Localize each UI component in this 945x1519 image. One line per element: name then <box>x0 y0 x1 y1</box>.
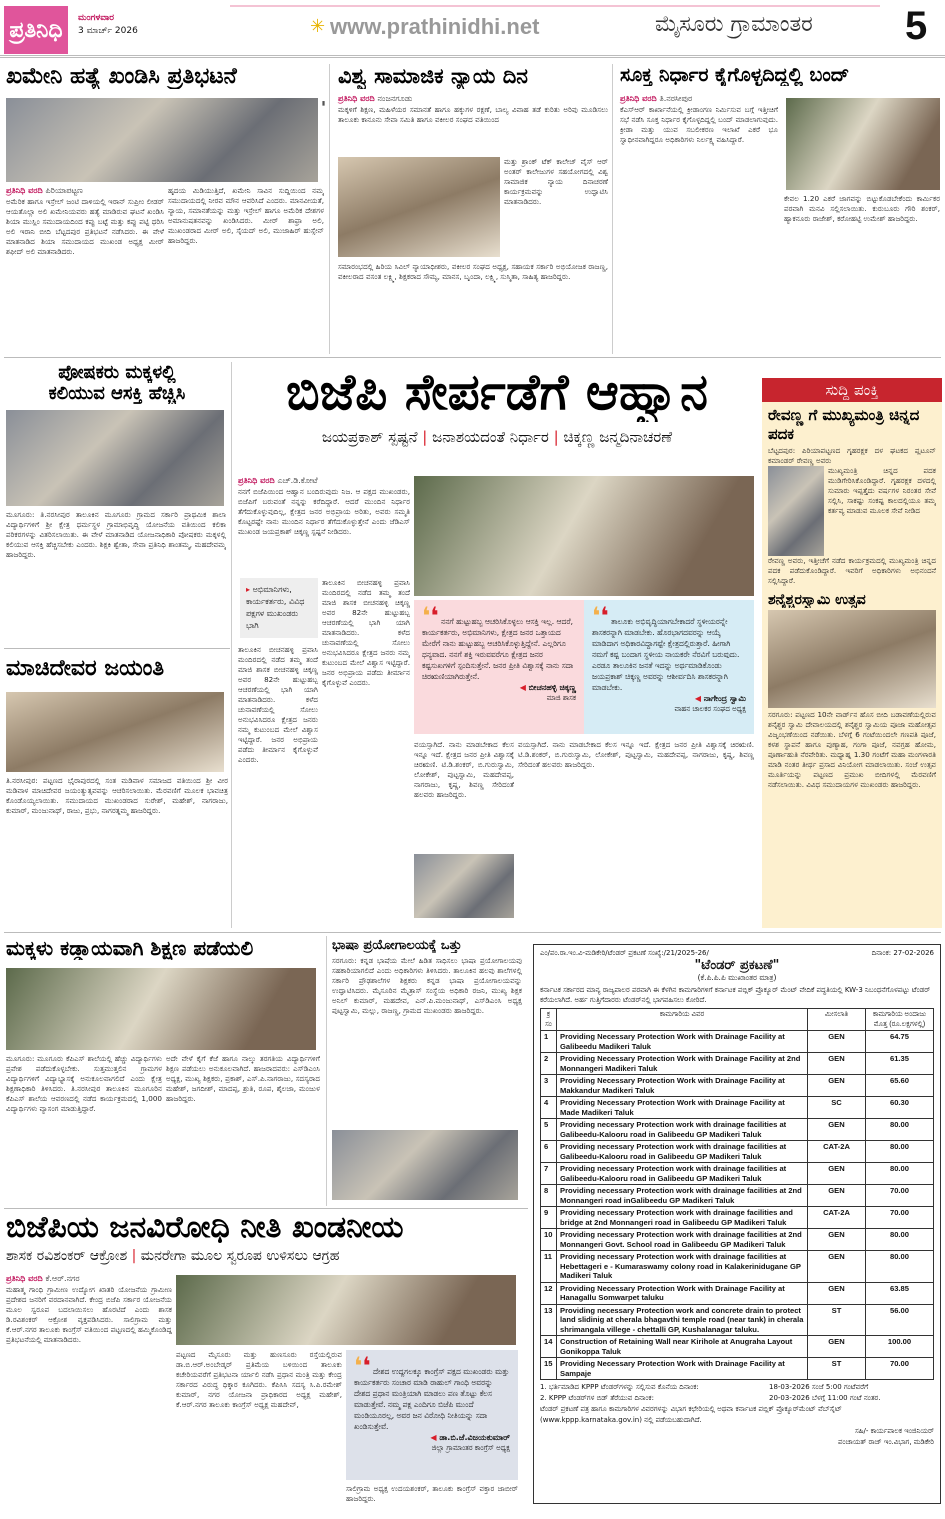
masthead-rule <box>230 5 880 7</box>
column-divider <box>329 64 330 354</box>
tender-row <box>541 1304 934 1336</box>
masthead <box>0 0 945 58</box>
tender-cell-amt: 70.00 <box>866 1358 934 1380</box>
tender-cell-no: 10 <box>541 1229 557 1251</box>
tender-row <box>541 1075 934 1097</box>
sidebar-headline-2[interactable]: ಶನೈಶ್ಚರಸ್ವಾಮಿ ಉತ್ಸವ <box>768 592 866 608</box>
article4-headline[interactable]: ಪೋಷಕರು ಮಕ್ಕಳಲ್ಲಿ ಕಲಿಯುವ ಆಸಕ್ತಿ ಹೆಚ್ಚಿಸಿ <box>48 362 186 404</box>
tender-cell-cat: GEN <box>808 1185 866 1207</box>
tender-footer: ಟೆಂಡರ್ ಪ್ರಕಟಣೆ ಪತ್ರ ಹಾಗೂ ಕಾಮಗಾರಿಗಳ ವಿವರಗಳನ್ನು ವಿಭಾಗ ಕಛೇರಿಯಲ್ಲಿ ಅಥವಾ ಕರ್ನಾಟಕ ಪಬ್ಲಿಕ್ ಪ್ರೊಕ್ಯೂರ್‌ಮೆಂಟ್ ವೆಬ್‌ಸೈಟ್ (www.kppp.karnataka.gov.in) ನಲ್ಲಿ ಪಡೆಯಬಹುದಾಗಿದೆ. <box>540 1405 842 1424</box>
quote-box-nagendra: ❛❛ ತಾಲೂಕು ಅಭಿವೃದ್ಧಿಯಾಗಬೇಕಾದರೆ ಸ್ಥಳೀಯರನ್ನೇ ಶಾಸಕರನ್ನಾಗಿ ಮಾಡಬೇಕು. ಹೊರಭಾಗದವರನ್ನು ಆಯ್ಕೆ ಮಾಡಿದಾಗ ಅಧಿಕಾರವಿದ್ದಾಗಷ್ಟೇ ಕ್ಷೇತ್ರದಲ್ಲಿರುತ್ತಾರೆ. ಹೀಗಾಗಿ ನಮಗೆ ಕಷ್ಟ ಬಂದಾಗ ಸ್ಥಳೀಯ ನಾಯಕರೇ ನೆರವಿಗೆ ಬರುವುದು. ಎರಡೂ ತಾಲೂಕಿನ ಜನತೆ ಇದನ್ನು ಅರ್ಥಮಾಡಿಕೊಂಡು ಜಯಪ್ರಕಾಶ್ ಚಿಕ್ಕಣ್ಣ ಅವರನ್ನು ಆಶೀರ್ವದಿಸಿ ಶಾಸಕರನ್ನಾಗಿ ಮಾಡಬೇಕು. ◀ ನಾಗೇಂದ್ರ ಸ್ವಾಮಿ ವಾಹನ ಚಾಲಕರ ಸಂಘದ ಅಧ್ಯಕ್ಷ <box>584 600 754 734</box>
quote-box-chikkanna: ❛❛ ನನಗೆ ಹುಟ್ಟುಹಬ್ಬ ಆಚರಿಸಿಕೊಳ್ಳಲು ಆಸಕ್ತಿ ಇಲ್ಲ. ಆದರೆ, ಕಾರ್ಯಕರ್ತರು, ಅಭಿಮಾನಿಗಳು, ಕ್ಷೇತ್ರದ ಜನರ ಒತ್ತಾಯದ ಮೇರೆಗೆ ನಾನು ಹುಟ್ಟುಹಬ್ಬ ಆಚರಿಸಿಕೊಳ್ಳುತ್ತಿದ್ದೇನೆ. ಎಲ್ಲರಿಗೂ ಧನ್ಯವಾದ. ನನಗೆ ಶಕ್ತಿ ಇರುವವರೆಗೂ ಕ್ಷೇತ್ರದ ಜನರ ಕಷ್ಟಸುಖಗಳಿಗೆ ಸ್ಪಂದಿಸುತ್ತೇನೆ. ಜನರ ಪ್ರೀತಿ ವಿಶ್ವಾಸಕ್ಕೆ ನಾನು ಸದಾ ಚಿರಋಣಿಯಾಗಿರುತ್ತೇನೆ. ◀ ಬೀಚನಹಳ್ಳಿ ಚಿಕ್ಕಣ್ಣ ಮಾಜಿ ಶಾಸಕ <box>414 600 584 734</box>
event-photo <box>338 157 500 257</box>
main-body-col1: ತಾಲೂಕಿನ ಬೀಚನಹಳ್ಳಿ ಪ್ರವಾಸಿ ಮಂದಿರದಲ್ಲಿ ನಡೆದ ತಮ್ಮ ತಂದೆ ಮಾಜಿ ಶಾಸಕ ಬೀಚನಹಳ್ಳಿ ಚಿಕ್ಕಣ್ಣ ಅವರ 82ನೇ ಹುಟ್ಟುಹಬ್ಬ ಆಚರಣೆಯಲ್ಲಿ ಭಾಗಿ ಯಾಗಿ ಮಾತನಾಡಿದರು. ಕಳೆದ ಚುನಾವಣೆಯಲ್ಲಿ ಸೋಲು ಅನುಭವಿಸಿದರೂ ಕ್ಷೇತ್ರದ ಜನರು ನಮ್ಮ ಕುಟುಂಬದ ಮೇಲೆ ವಿಶ್ವಾಸ ಇಟ್ಟಿದ್ದಾರೆ. ಜನರ ಅಭಿಪ್ರಾಯ ಪಡೆದು ತೀರ್ಮಾನ ಕೈಗೊಳ್ಳುವೆ ಎಂದರು. <box>238 645 318 764</box>
tender-row <box>541 1053 934 1075</box>
tender-row <box>541 1119 934 1141</box>
tender-cell-desc: Providing necessary Protection work with drainage facilities at Galibeedu-Kalooru road in Galibeedu GP Madikeri Taluk <box>557 1119 808 1141</box>
pointer-triangle-icon: ◀ <box>430 1433 437 1442</box>
section-divider <box>4 648 230 649</box>
tender-notes: 1. ಭರ್ತಿಮಾಡಿದ KPPP ಟೆಂಡರ್‌ಗಳನ್ನು ಸಲ್ಲಿಸುವ ಕೊನೆಯ ದಿನಾಂಕ: 18-03-2026 ಸಂಜೆ 5:00 ಗಂಟೆವರೆಗೆ 2. KPPP ಟೆಂಡರ್‌ಗಳ ಬಿಡ್ ತೆರೆಯುವ ದಿನಾಂಕ: 20-03-2026 ಬೆಳಗ್ಗೆ 11:00 ಗಂಟೆ ನಂತರ. ಟೆಂಡರ್ ಪ್ರಕಟಣೆ ಪತ್ರ ಹಾಗೂ ಕಾಮಗಾರಿಗಳ ವಿವರಗಳನ್ನು ವಿಭಾಗ ಕಛೇರಿಯಲ್ಲಿ ಅಥವಾ ಕರ್ನಾಟಕ ಪಬ್ಲಿಕ್ ಪ್ರೊಕ್ಯೂರ್‌ಮೆಂಟ್ ವೆಬ್‌ಸೈಟ್ (www.kppp.karnataka.gov.in) ನಲ್ಲಿ ಪಡೆಯಬಹುದಾಗಿದೆ. ಸಹಿ/- ಕಾರ್ಯಪಾಲಕ ಇಂಜಿನಿಯರ್ ಪಂಚಾಯತ್ ರಾಜ್ ಇಂ.ವಿಭಾಗ, ಮಡಿಕೇರಿ <box>540 1383 934 1446</box>
article8-subheadline: ಶಾಸಕ ರವಿಶಂಕರ್ ಆಕ್ರೋಶ | ಮನರೇಗಾ ಮೂಲ ಸ್ವರೂಪ ಉಳಿಸಲು ಆಗ್ರಹ <box>6 1248 340 1264</box>
article8-byline: ಪ್ರತಿನಿಧಿ ವರದಿ ಕೆ.ಆರ್.ನಗರ <box>6 1274 80 1283</box>
tender-cell-amt: 60.30 <box>866 1097 934 1119</box>
tender-cell-desc: Providing Necessary Protection Work with Drainage Facility at Hanagallu Somwarpet taluku <box>557 1282 808 1304</box>
tender-cell-desc: Providing Necessary Protection Work with Drainage Facility at Made Madikeri Taluk <box>557 1097 808 1119</box>
tender-cell-cat: GEN <box>808 1336 866 1358</box>
tender-cell-no: 6 <box>541 1141 557 1163</box>
tender-cell-no: 14 <box>541 1336 557 1358</box>
article1-byline: ಪ್ರತಿನಿಧಿ ವರದಿ ಪಿರಿಯಾಪಟ್ಟಣ <box>6 186 83 195</box>
tender-cell-cat: CAT-2A <box>808 1141 866 1163</box>
column-divider <box>612 64 613 354</box>
main-headline[interactable]: ಬಿಜೆಪಿ ಸೇರ್ಪಡೆಗೆ ಆಹ್ವಾನ <box>286 363 708 421</box>
tender-cell-cat: CAT-2A <box>808 1207 866 1229</box>
main-body-col3: ವಯಸ್ಸಾಗಿದೆ. ನಾನು ಮಾಡಬೇಕಾದ ಕೆಲಸ ಇನ್ನೂ ಇದೆ. ಕ್ಷೇತ್ರದ ಜನರ ಪ್ರೀತಿ ವಿಶ್ವಾಸಕ್ಕೆ ಚಿರಋಣಿ. ಟಿ.ಡಿ.ಶಂಕರ್, ಬಿ.ಗುರುಸ್ವಾಮಿ, ಲೋಕೇಶ್, ಪುಟ್ಟಸ್ವಾಮಿ, ಮಹದೇವಪ್ಪ, ನಾಗರಾಜು, ಕೃಷ್ಣ, ಶಿವಣ್ಣ ಸೇರಿದಂತೆ ಹಲವರು ಹಾಜರಿದ್ದರು. <box>414 740 514 799</box>
tender-cell-amt: 70.00 <box>866 1185 934 1207</box>
tender-row <box>541 1207 934 1229</box>
article2-byline: ಪ್ರತಿನಿಧಿ ವರದಿ ನಂಜನಗೂಡು <box>338 94 413 103</box>
tender-row <box>541 1141 934 1163</box>
temple-festival-photo <box>768 610 936 708</box>
quote-mark-icon: ❛❛ <box>592 602 609 630</box>
tender-cell-no: 15 <box>541 1358 557 1380</box>
tender-date: ದಿನಾಂಕ: 27-02-2026 <box>871 949 934 957</box>
officer-portrait <box>768 466 824 556</box>
article5-body: ತಿ.ನರಸೀಪುರ: ಪಟ್ಟಣದ ಭೈರಾಪುರದಲ್ಲಿ ಸಂತ ಮಡಿವಾಳ ಸಮಾಜದ ವತಿಯಿಂದ ಶ್ರೀ ವೀರ ಮಡಿವಾಳ ಮಾಚಿದೇವರ ಜಯಂತ್ಯುತ್ಸವವನ್ನು ಆಚರಿಸಲಾಯಿತು. ಮೆರವಣಿಗೆ ಮೂಲಕ ಭಾವಚಿತ್ರ ಕೊಂಡೊಯ್ಯಲಾಯಿತು. ಸಮುದಾಯದ ಮುಖಂಡರಾದ ಸುರೇಶ್, ಮಹೇಶ್, ನಾಗರಾಜು, ಕುಮಾರ್, ಮಂಜುನಾಥ್, ರಾಜು, ಪ್ರಭು, ನಾಗರತ್ನಮ್ಮ ಹಾಜರಿದ್ದರು. <box>6 776 228 815</box>
tender-cell-no: 9 <box>541 1207 557 1229</box>
tender-cell-cat: GEN <box>808 1119 866 1141</box>
cursor-sparkle-icon: ✳ <box>310 16 326 37</box>
article6-body-left: ಮೂಗೂರು: ಮೂಗೂರು ಕೆಪಿಎಸ್ ಶಾಲೆಯಲ್ಲಿ ಹೆಚ್ಚು ವಿದ್ಯಾರ್ಥಿಗಳು ಪ್ರವೇಶ ಪಡೆದುಕೊಳ್ಳಬೇಕು. ಸುತ್ತಮುತ್ತಲಿನ ಗ್ರಾಮಗಳ ವಿದ್ಯಾರ್ಥಿಗಳಿಗೆ ವಿದ್ಯಾಭ್ಯಾಸಕ್ಕೆ ಅನುಕೂಲವಾಗಲಿದೆ ಎಂದು ಕ್ಷೇತ್ರ ಶಿಕ್ಷಣಾಧಿಕಾರಿ ತಿಳಿಸಿದರು. ತಿ.ನರಸೀಪುರ ತಾಲೂಕಿನ ಮೂಗೂರಿನ ಕೆಪಿಎಸ್ ಶಾಲೆಯ ಆವರಣದಲ್ಲಿ ನಡೆದ ಕಾರ್ಯಕ್ರಮದಲ್ಲಿ 1,000 ವಿದ್ಯಾರ್ಥಿಗಳು ವ್ಯಾಸಂಗ ಮಾಡುತ್ತಿದ್ದಾರೆ. <box>6 1054 162 1113</box>
tender-row <box>541 1251 934 1283</box>
procession-photo <box>6 692 224 772</box>
tender-cell-cat: GEN <box>808 1229 866 1251</box>
tender-cell-amt: 56.00 <box>866 1304 934 1336</box>
news-sidebar: ಸುದ್ದಿ ಪಂಕ್ತಿ ರೇವಣ್ಣ ಗೆ ಮುಖ್ಯಮಂತ್ರಿ ಚಿನ್ನದ ಪದಕ ಬೆಟ್ಟದಪುರ: ಪಿರಿಯಾಪಟ್ಟಣದ ಗೃಹರಕ್ಷಕ ದಳ ಘಟಕದ ಪ್ಲಟೂನ್ ಕಮಾಂಡರ್ ರೇವಣ್ಣ ಅವರು ಮುಖ್ಯಮಂತ್ರಿ ಚಿನ್ನದ ಪದಕ ಮುಡಿಗೇರಿಸಿಕೊಂಡಿದ್ದಾರೆ. ಗೃಹರಕ್ಷಕ ದಳದಲ್ಲಿ ಸುಮಾರು ಇಪ್ಪತ್ತೈದು ವರ್ಷಗಳ ನಿರಂತರ ಸೇವೆ ಸಲ್ಲಿಸಿ, ಸಾಕಷ್ಟು ಸಂಕಷ್ಟ ಕಾಲದಲ್ಲಿಯೂ ತಮ್ಮ ಕರ್ತವ್ಯ ಮಾಡುವ ಮೂಲಕ ಸೇವೆ ನೀಡಿದ ರೇವಣ್ಣ ಅವರು, ಇತ್ತೀಚೆಗೆ ನಡೆದ ಕಾರ್ಯಕ್ರಮದಲ್ಲಿ ಮುಖ್ಯಮಂತ್ರಿ ಚಿನ್ನದ ಪದಕ ಪಡೆದುಕೊಂಡಿದ್ದಾರೆ. ಇವರಿಗೆ ಅಧಿಕಾರಿಗಳು ಅಭಿನಂದನೆ ಸಲ್ಲಿಸಿದ್ದಾರೆ. ಶನೈಶ್ಚರಸ್ವಾಮಿ ಉತ್ಸವ ಸರಗೂರು: ಪಟ್ಟಣದ 10ನೇ ವಾರ್ಡ್‌ನ ಹೊಸ ಬೀದಿ ಬಡಾವಣೆಯಲ್ಲಿರುವ ಶನೈಶ್ಚರ ಸ್ವಾಮಿ ದೇವಾಲಯದಲ್ಲಿ ಶನೈಶ್ಚರ ಸ್ವಾಮಿಯ ಪೂಜಾ ಮಹೋತ್ಸವ ವಿಜೃಂಭಣೆಯಿಂದ ನಡೆಯಿತು. ಬೆಳಗ್ಗೆ 6 ಗಂಟೆಯಿಂದಲೇ ಗಣಪತಿ ಪೂಜೆ, ಕಳಶ ಸ್ಥಾಪನೆ ಹಾಗೂ ಪುಣ್ಯಾಹ, ಗಂಗಾ ಪೂಜೆ, ನವಗ್ರಹ ಹೋಮ, ಪೂರ್ಣಾಹುತಿ ನೆರವೇರಿತು. ಮಧ್ಯಾಹ್ನ 1.30 ಗಂಟೆಗೆ ಮಹಾ ಮಂಗಳಾರತಿ ಮಾಡಿ ನಂತರ ತೀರ್ಥ ಪ್ರಸಾದ ವಿನಿಯೋಗ ಮಾಡಲಾಯಿತು. ಸಂಜೆ ಉತ್ಸವ ಮೂರ್ತಿಯನ್ನು ಪಟ್ಟಣದ ಪ್ರಮುಖ ಬೀದಿಗಳಲ್ಲಿ ಮೆರವಣಿಗೆ ನಡೆಸಲಾಯಿತು. ವಿವಿಧ ಸಮುದಾಯಗಳ ಮುಖಂಡರು ಹಾಜರಿದ್ದರು. <box>762 378 942 928</box>
tender-cell-no: 1 <box>541 1031 557 1053</box>
sidebar-headline-1[interactable]: ರೇವಣ್ಣ ಗೆ ಮುಖ್ಯಮಂತ್ರಿ ಚಿನ್ನದ ಪದಕ <box>768 406 920 443</box>
website-link[interactable]: www.prathinidhi.net <box>330 14 540 39</box>
main-intro: ನನಗೆ ಬಿಜೆಪಿಯಿಂದ ಆಹ್ವಾನ ಬಂದಿರುವುದು ನಿಜ. ಆ ಪಕ್ಷದ ಮುಖಂಡರು, ಬಿಜೆಪಿಗೆ ಬರುವಂತೆ ನನ್ನನ್ನು ಕರೆದಿದ್ದಾರೆ. ಆದರೆ ಮುಂದಿನ ನಿರ್ಧಾರ ತೆಗೆದುಕೊಳ್ಳುವುದಿಲ್ಲ, ಕ್ಷೇತ್ರದ ಜನರ ಅಭಿಪ್ರಾಯ ಅರಿತು, ಅವರು ಸಮ್ಮತಿ ಕೊಟ್ಟರಷ್ಟೇ ನಾನು ಮುಂದಿನ ನಿರ್ಧಾರ ತೆಗೆದುಕೊಳ್ಳುತ್ತೇನೆ ಎಂದು ಜೆಡಿಎಸ್ ಮುಖಂಡ ಜಯಪ್ರಕಾಶ್ ಚಿಕ್ಕಣ್ಣ ಸ್ಪಷ್ಟನೆ ನೀಡಿದರು. <box>238 487 410 536</box>
tender-cell-amt: 63.85 <box>866 1282 934 1304</box>
date: 3 ಮಾರ್ಚ್ 2026 <box>78 26 138 36</box>
article8-body-end: ಸಾಲಿಗ್ರಾಮ ಅಧ್ಯಕ್ಷ ಉದಯಶಂಕರ್, ತಾಲೂಕು ಕಾಂಗ್ರೆಸ್ ವಕ್ತಾರ ಜಾಬೀರ್ ಹಾಜರಿದ್ದರು. <box>346 1484 518 1503</box>
tender-row <box>541 1097 934 1119</box>
article2-headline[interactable]: ವಿಶ್ವ ಸಾಮಾಜಿಕ ನ್ಯಾಯ ದಿನ <box>338 64 528 88</box>
tender-cell-cat: ST <box>808 1304 866 1336</box>
congress-rally-photo <box>176 1275 516 1345</box>
main-highlight-box: ▸ ಅಭಿಮಾನಿಗಳು, ಕಾರ್ಯಕರ್ತರು, ವಿವಿಧ ಪಕ್ಷಗಳ ಮುಖಂಡರು ಭಾಗಿ <box>240 578 318 638</box>
newspaper-logo[interactable]: ಪ್ರತಿನಿಧಿ <box>4 6 68 54</box>
tender-signature: ಸಹಿ/- ಕಾರ್ಯಪಾಲಕ ಇಂಜಿನಿಯರ್ <box>855 1427 934 1435</box>
sidebar-label: ಸುದ್ದಿ ಪಂಕ್ತಿ <box>762 378 942 402</box>
weekday: ಮಂಗಳವಾರ <box>78 13 115 23</box>
article3-body: ಕೆಎಸ್ಆರ್ ಕಾರ್ಖಾನೆಯಲ್ಲಿ ಕ್ರೀಡಾಂಗಣ ನಿರ್ಮಿಸುವ ಬಗ್ಗೆ ಇತ್ತೀಚಿಗೆ ಸಭೆ ನಡೆಸಿ ಸೂಕ್ತ ನಿರ್ಧಾರ ಕೈಗೊಳ್ಳದಿದ್ದಲ್ಲಿ ಬಂದ್ ಮಾಡಲಾಗುವುದು. ಕ್ರೀಡಾ ಮತ್ತು ಯುವ ಸಬಲೀಕರಣ ಇಲಾಖೆ ಎಕರೆ ಭೂ ಸ್ವಾಧೀನವಾಗಿದ್ದರೂ ಅಧಿಕಾರಿಗಳು ನಿರ್ಲಕ್ಷ್ಯ ವಹಿಸಿದ್ದಾರೆ. <box>620 105 778 144</box>
tender-cell-desc: Providing necessary Protection work with drainage facilities at Hebettageri e - Kumaraswamy colony road in Kalakerinidugane GP Madikeri Taluk <box>557 1251 808 1283</box>
tender-table: ಕ್ರ ಸಂ ಕಾಮಗಾರಿಯ ವಿವರ ಮೀಸಲಾತಿ ಕಾಮಗಾರಿಯ ಅಂದಾಜು ಮೊತ್ತ (ರೂ.ಲಕ್ಷಗಳಲ್ಲಿ) 1 Providing Necessary Protection Work with Drainage Facility at Galibeedu Madikeri Taluk GEN 64.75 2 Providing Necessary Protection Work with Drainage Facility at 2nd Monnangeri Madikeri Taluk GEN 61.35 3 Providing Necessary Protection Work with Drainage Facility at Makkandur Madikeri Taluk GEN 65.60 4 Providing Necessary Protection Work with Drainage Facility at Made Madikeri Taluk SC 60.30 5 Providing necessary Protection work with drainage facilities at Galibeedu-Kalooru road in Galibeedu GP Madikeri Taluk GEN 80.00 6 Providing necessary Protection work with drainage facilities at Galibeedu-Kalooru road in Galibeedu GP Madikeri Taluk CAT-2A 80.00 7 Providing necessary Protection work with drainage facilities at Galibeedu-Kalooru road in Galibeedu GP Madikeri Taluk GEN 80.00 8 Providing necessary Protection work with drainage facilities at 2nd Monnangeri road inGalibeedu GP Madikeri Taluk GEN 70.00 9 Providing necessary Protection work with drainage facilities and bridge at 2nd Monnangeri road in Galibeedu GP Madikeri Taluk CAT-2A 70.00 10 Providing necessary Protection work with drainage facilities at 2nd Monnangeri Govt. School road in Galibeedu GP Madikeri Taluk GEN 80.00 11 Providing necessary Protection work with drainage facilities at Hebettageri e - Kumaraswamy colony road in Kalakerinidugane GP Madikeri Taluk GEN 80.00 12 Providing Necessary Protection Work with Drainage Facility at Hanagallu Somwarpet taluku GEN 63.85 13 Providing necessary Protection work and concrete drain to protect land slidinig at cherala bhagavthi temple road (near tank) in cherala shrimangala villege - chettalli GP, Kushalanagar taluku. ST 56.00 14 Construction of Retaining Wall near Kirihole at Anugraha Layout Gonikoppa Taluk GEN 100.00 15 Providing Necessary Protection Work with Drainage Facility at Sampaje ST 70.00 <box>540 1008 934 1380</box>
article2-body-bottom: ಸಮಾರಂಭದಲ್ಲಿ ಹಿರಿಯ ಸಿವಿಲ್ ನ್ಯಾಯಾಧೀಶರು, ವಕೀಲರ ಸಂಘದ ಅಧ್ಯಕ್ಷ, ಸಹಾಯಕ ಸರ್ಕಾರಿ ಅಭಿಯೋಜಕ ರಾಜಣ್ಣ, ವಕೀಲರಾದ ವಸಂತ ಲಕ್ಷ್ಮಿ, ಶಿಕ್ಷಕರಾದ ಸೌಮ್ಯ, ಮಾನಸ, ಬೃಂದಾ, ಲಕ್ಷ್ಮಿ, ಸುಸ್ಮಿತಾ, ಸಾಹಿತ್ಯ ಹಾಜರಿದ್ದರು. <box>338 262 608 281</box>
language-lab-photo <box>332 1130 518 1200</box>
photo-credit: ▮ <box>320 100 327 107</box>
article2-body-side: ಮತ್ತು ಶ್ರಾಂಕ್ ಟೆಕ್ ಕಾಲೇಜ್ ವೈಸ್ ಆರ್ ಅಂತರ್ ಕಾಲೇಜುಗಳ ಸಹಯೋಗದಲ್ಲಿ ವಿಶ್ವ ಸಾಮಾಜಿಕ ನ್ಯಾಯ ದಿನಾಚರಣೆ ಕಾರ್ಯಕ್ರಮವನ್ನು ಉದ್ಘಾಟಿಸಿ ಮಾತನಾಡಿದರು. <box>504 157 608 206</box>
tender-cell-desc: Providing necessary Protection work with drainage facilities and bridge at 2nd Monnangeri road in Galibeedu GP Madikeri Taluk <box>557 1207 808 1229</box>
main-body-col2: ತಾಲೂಕಿನ ಬೀಚನಹಳ್ಳಿ ಪ್ರವಾಸಿ ಮಂದಿರದಲ್ಲಿ ನಡೆದ ತಮ್ಮ ತಂದೆ ಮಾಜಿ ಶಾಸಕ ಬೀಚನಹಳ್ಳಿ ಚಿಕ್ಕಣ್ಣ ಅವರ 82ನೇ ಹುಟ್ಟುಹಬ್ಬ ಆಚರಣೆಯಲ್ಲಿ ಭಾಗಿ ಯಾಗಿ ಮಾತನಾಡಿದರು. ಕಳೆದ ಚುನಾವಣೆಯಲ್ಲಿ ಸೋಲು ಅನುಭವಿಸಿದರೂ ಕ್ಷೇತ್ರದ ಜನರು ನಮ್ಮ ಕುಟುಂಬದ ಮೇಲೆ ವಿಶ್ವಾಸ ಇಟ್ಟಿದ್ದಾರೆ. ಜನರ ಅಭಿಪ್ರಾಯ ಪಡೆದು ತೀರ್ಮಾನ ಕೈಗೊಳ್ಳುವೆ ಎಂದರು. <box>322 578 410 687</box>
article6-body-right: ಅದೇ ವೇಳೆ ಕೈಗೆ ಕೆಜೆ ಹಾಗೂ ನಾಲ್ಕು ತರಗತಿಯ ವಿದ್ಯಾರ್ಥಿಗಳಿಗೆ ಶಿಕ್ಷಣ ಪಡೆಯಲು ಅನುಕೂಲವಾಗಿದೆ. ಹಾಜರಾದವರು: ಎಸ್‌ಡಿಎಂಸಿ ಅಧ್ಯಕ್ಷ, ಮುಖ್ಯ ಶಿಕ್ಷಕರು, ಪ್ರಕಾಶ್, ಎಸ್.ಪಿ.ನಾಗರಾಜು, ಸದಸ್ಯರಾದ ಮಹೇಶ್, ಜಗದೀಶ್, ಮಾದಪ್ಪ, ಶ್ರುತಿ, ರೂಪ, ಶೈಲಜಾ, ಮಂಜುಳ ಹಾಜರಿದ್ದರು. <box>166 1054 320 1103</box>
pointer-triangle-icon: ◀ <box>519 683 526 692</box>
tender-subtitle: (ಕೆ.ಪಿ.ಪಿ.ಪಿ ಮುಖಾಂತರ ಮಾತ್ರ) <box>697 973 777 982</box>
tender-intro: ಕರ್ನಾಟಕ ಸರ್ಕಾರದ ಮಾನ್ಯ ರಾಜ್ಯಪಾಲರ ಪರವಾಗಿ ಈ ಕೆಳಗಿನ ಕಾಮಗಾರಿಗಳಿಗೆ ಕರ್ನಾಟಕ ಪಬ್ಲಿಕ್ ಪ್ರೊಕ್ಯೂರ್ ಮೆಂಟ್ ವೇದಿಕೆ ಪದ್ಧತಿಯಲ್ಲಿ KW-3 ನಿಬಂಧನೆಗೊಳಪಟ್ಟು ಟೆಂಡರ್ ಕರೆಯಲಾಗಿದೆ. ಅರ್ಹ ಗುತ್ತಿಗೆದಾರರು ಟೆಂಡರ್‌ನಲ್ಲಿ ಭಾಗವಹಿಸಲು ಕೋರಿದೆ. <box>540 986 931 1004</box>
tender-cell-desc: Construction of Retaining Wall near Kirihole at Anugraha Layout Gonikoppa Taluk <box>557 1336 808 1358</box>
school-photo <box>6 410 224 506</box>
tender-row <box>541 1031 934 1053</box>
main-byline: ಪ್ರತಿನಿಧಿ ವರದಿ ಎಚ್.ಡಿ.ಕೋಟೆ <box>238 476 318 485</box>
article5-headline[interactable]: ಮಾಚಿದೇವರ ಜಯಂತಿ <box>6 656 165 681</box>
tender-cell-no: 12 <box>541 1282 557 1304</box>
tender-cell-no: 3 <box>541 1075 557 1097</box>
tender-cell-no: 2 <box>541 1053 557 1075</box>
article4-body: ಮೂಗೂರು: ತಿ.ನರಸೀಪುರ ತಾಲೂಕಿನ ಮೂಗೂರು ಗ್ರಾಮದ ಸರ್ಕಾರಿ ಪ್ರಾಥಮಿಕ ಶಾಲಾ ವಿದ್ಯಾರ್ಥಿಗಳಿಗೆ ಶ್ರೀ ಕ್ಷೇತ್ರ ಧರ್ಮಸ್ಥಳ ಗ್ರಾಮಾಭಿವೃದ್ಧಿ ಯೋಜನೆಯ ವತಿಯಿಂದ ಕಲಿಕಾ ಪರಿಕರಗಳನ್ನು ವಿತರಿಸಲಾಯಿತು. ಈ ವೇಳೆ ಮಾತನಾಡಿದ ಯೋಜನಾಧಿಕಾರಿ ಪೋಷಕರು ಮಕ್ಕಳಲ್ಲಿ ಕಲಿಯುವ ಆಸಕ್ತಿ ಹೆಚ್ಚಿಸಬೇಕು ಎಂದರು. ಶಿಕ್ಷಕಿ ಶ್ವೇತಾ, ಸೇವಾ ಪ್ರತಿನಿಧಿ ಶಾಂತಮ್ಮ, ಮಹದೇವಮ್ಮ ಹಾಜರಿದ್ದರು. <box>6 510 226 559</box>
tender-cell-desc: Providing necessary Protection work with drainage facilities at Galibeedu-Kalooru road in Galibeedu GP Madikeri Taluk <box>557 1163 808 1185</box>
tender-row <box>541 1336 934 1358</box>
quote-attribution: ◀ ಡಾ.ಬಿ.ಜೆ.ವಿಜಯಕುಮಾರ್ <box>430 1433 510 1442</box>
tender-cell-no: 8 <box>541 1185 557 1207</box>
tender-cell-cat: GEN <box>808 1251 866 1283</box>
row-divider <box>4 1208 528 1209</box>
birthday-celebration-photo <box>414 476 754 596</box>
tender-cell-amt: 80.00 <box>866 1251 934 1283</box>
article7-headline[interactable]: ಭಾಷಾ ಪ್ರಯೋಗಾಲಯಕ್ಕೆ ಒತ್ತು <box>332 938 462 953</box>
tender-title: "ಟೆಂಡರ್ ಪ್ರಕಟಣೆ" <box>694 958 780 973</box>
article1-headline[interactable]: ಖಮೇನಿ ಹತ್ಯೆ ಖಂಡಿಸಿ ಪ್ರತಿಭಟನೆ <box>6 64 237 89</box>
tender-cell-cat: SC <box>808 1097 866 1119</box>
article6-headline[interactable]: ಮಕ್ಕಳು ಕಡ್ಡಾಯವಾಗಿ ಶಿಕ್ಷಣ ಪಡೆಯಲಿ <box>6 936 254 960</box>
column-divider <box>231 362 232 928</box>
page-number: 5 <box>905 4 928 48</box>
tender-cell-desc: Providing necessary Protection work and concrete drain to protect land slidinig at cherala bhagavthi temple road (near tank) in cherala shrimangala villege - chettalli GP, Kushalanagar taluku. <box>557 1304 808 1336</box>
tender-cell-amt: 80.00 <box>866 1119 934 1141</box>
article3-byline: ಪ್ರತಿನಿಧಿ ವರದಿ ತಿ.ನರಸೀಪುರ <box>620 94 693 103</box>
quote-box-vijayakumar: ❛❛ ದೇಶದ ಉದ್ದಗಲಕ್ಕೂ ಕಾಂಗ್ರೆಸ್ ಪಕ್ಷದ ಮುಖಂಡರು ಮತ್ತು ಕಾರ್ಯಕರ್ತರು ಸಂಚಾರ ಮಾಡಿ ರಾಹುಲ್ ಗಾಂಧಿ ಅವರನ್ನು ದೇಶದ ಪ್ರಧಾನ ಮಂತ್ರಿಯಾಗಿ ಮಾಡಲು ಪಣ ತೊಟ್ಟು ಕೆಲಸ ಮಾಡುತ್ತೇವೆ. ನಮ್ಮ ಪಕ್ಷ ಎಂದಿಗೂ ಬಿಜೆಪಿ ಮುಂದೆ ಮಂಡಿಯೂರಲ್ಲ, ಅವರ ಜನ ವಿರೋಧಿ ನೀತಿಯನ್ನು ಸದಾ ಖಂಡಿಸುತ್ತೇವೆ. ◀ ಡಾ.ಬಿ.ಜೆ.ವಿಜಯಕುಮಾರ್ ಜಿಲ್ಲಾ ಗ್ರಾಮಾಂತರ ಕಾಂಗ್ರೆಸ್ ಅಧ್ಯಕ್ಷ <box>346 1350 518 1480</box>
tender-cell-desc: Providing Necessary Protection Work with Drainage Facility at Makkandur Madikeri Taluk <box>557 1075 808 1097</box>
tender-cell-cat: GEN <box>808 1031 866 1053</box>
tender-cell-no: 11 <box>541 1251 557 1283</box>
article7-body: ಸರಗೂರು: ಕನ್ನಡ ಭಾಷೆಯ ಮೇಲೆ ಹಿಡಿತ ಸಾಧಿಸಲು ಭಾಷಾ ಪ್ರಯೋಗಾಲಯವು ಸಹಕಾರಿಯಾಗಲಿದೆ ಎಂದು ಅಧಿಕಾರಿಗಳು ತಿಳಿಸಿದರು. ತಾಲೂಕಿನ ಹಲವು ಶಾಲೆಗಳಲ್ಲಿ ಸರ್ಕಾರಿ ಪ್ರೌಢಶಾಲೆಗಳ ಶಿಕ್ಷಕರು ಕನ್ನಡ ಭಾಷಾ ಪ್ರಯೋಗಾಲಯವನ್ನು ಉದ್ಘಾಟಿಸಿದರು. ಮೈಸೂರಿನ ಮೈತ್ರಾಸ್ ಸಂಸ್ಥೆಯ ಅಧಿಕಾರಿ ರಜನಿ, ಮುಖ್ಯ ಶಿಕ್ಷಕ ಅನಿಲ್ ಕುಮಾರ್, ಮಹದೇವ, ಎನ್.ಪಿ.ಮಂಜುನಾಥ್, ಎಸ್‌ಡಿಎಂಸಿ ಅಧ್ಯಕ್ಷ ಪುಟ್ಟಸ್ವಾಮಿ, ಮಲ್ಲು, ರಾಜಣ್ಣ, ಗ್ರಾಮದ ಮುಖಂಡರು ಹಾಜರಿದ್ದರು. <box>332 956 522 1015</box>
tender-cell-desc: Providing necessary Protection work with drainage facilities at 2nd Monnangeri Govt. School road in Galibeedu GP Madikeri Taluk <box>557 1229 808 1251</box>
tender-cell-no: 13 <box>541 1304 557 1336</box>
tender-cell-desc: Providing Necessary Protection Work with Drainage Facility at Galibeedu Madikeri Taluk <box>557 1031 808 1053</box>
column-divider <box>326 936 327 1206</box>
tender-cell-desc: Providing necessary Protection work with drainage facilities at Galibeedu-Kalooru road in Galibeedu GP Madikeri Taluk <box>557 1141 808 1163</box>
tender-cell-no: 7 <box>541 1163 557 1185</box>
row-divider <box>4 932 941 933</box>
quote-mark-icon: ❛❛ <box>422 602 439 630</box>
edition-name: ಮೈಸೂರು ಗ್ರಾಮಾಂತರ <box>655 12 813 37</box>
school-event-photo <box>6 968 316 1050</box>
quote-attribution: ◀ ಬೀಚನಹಳ್ಳಿ ಚಿಕ್ಕಣ್ಣ <box>519 683 576 692</box>
tender-row <box>541 1185 934 1207</box>
tender-cell-amt: 61.35 <box>866 1053 934 1075</box>
tender-cell-desc: Providing Necessary Protection Work with Drainage Facility at Sampaje <box>557 1358 808 1380</box>
main-subheadline: ಜಯಪ್ರಕಾಶ್ ಸ್ಪಷ್ಟನೆ | ಜನಾಶಯದಂತೆ ನಿರ್ಧಾರ | ಚಿಕ್ಕಣ್ಣ ಜನ್ಮದಿನಾಚರಣೆ <box>321 428 673 446</box>
tender-cell-cat: GEN <box>808 1053 866 1075</box>
article8-headline[interactable]: ಬಿಜೆಪಿಯ ಜನವಿರೋಧಿ ನೀತಿ ಖಂಡನೀಯ <box>6 1210 404 1245</box>
tender-row <box>541 1282 934 1304</box>
tender-cell-amt: 70.00 <box>866 1207 934 1229</box>
tender-cell-amt: 65.60 <box>866 1075 934 1097</box>
pointer-triangle-icon: ◀ <box>694 694 701 703</box>
protest-photo <box>6 98 318 182</box>
tender-row <box>541 1358 934 1380</box>
tender-cell-desc: Providing Necessary Protection Work with Drainage Facility at 2nd Monnangeri Madikeri Taluk <box>557 1053 808 1075</box>
tender-office: ಪಂಚಾಯತ್ ರಾಜ್ ಇಂ.ವಿಭಾಗ, ಮಡಿಕೇರಿ <box>837 1438 934 1446</box>
tender-cell-cat: ST <box>808 1358 866 1380</box>
article1-body-left: ಅಮೆರಿಕ ಹಾಗೂ ಇಸ್ರೇಲ್ ಜಂಟಿ ದಾಳಿಯಲ್ಲಿ ಇರಾನ್ ಸುಪ್ರೀಂ ಲೀಡರ್ ಆಯತೊಲ್ಲಾ ಅಲಿ ಖಮೇನಿಯವರು ಹತ್ಯೆ ಮಾಡಿರುವ ಘಟನೆ ಖಂಡಿಸಿ ಶಿಯಾ ಮುಸ್ಲಿಂ ಸಮುದಾಯದಿಂದ ಕಪ್ಪು ಬಟ್ಟೆ ಮತ್ತು ಕಪ್ಪು ಪಟ್ಟಿ ಧರಿಸಿ ಅಲಿ ಇರಾನಿ ಬೀದಿ ಬೆಟ್ಟದಪುರ ಪ್ರತಿಭಟನೆ ನಡೆಸಿದರು. ಈ ವೇಳೆ ಮಾತನಾಡಿದ ಶಿಯಾ ಸಮುದಾಯದ ಮುಖಂಡ ಅಧ್ಯಕ್ಷ ಮೀರ್ ಶಫೀದ್ ಅಲಿ ಮಾತನಾಡಿದರು. <box>6 197 164 256</box>
article2-body-top: ಮಕ್ಕಳಿಗೆ ಶಿಕ್ಷಣ, ಮಹಿಳೆಯರ ಸಮಾನತೆ ಹಾಗೂ ಹಕ್ಕುಗಳ ರಕ್ಷಣೆ, ಬಾಲ್ಯ ವಿವಾಹ ತಡೆ ಕುರಿತು ಅರಿವು ಮೂಡಿಸಲು ತಾಲೂಕು ಕಾನೂನು ಸೇವಾ ಸಮಿತಿ ಹಾಗೂ ವಕೀಲರ ಸಂಘದ ವತಿಯಿಂದ <box>338 105 608 124</box>
article1-body-right: ಹೃದಯ ಮಿಡಿಯುತ್ತಿದೆ, ಖಮೇನಿ ಸಾವಿನ ಸುದ್ದಿಯಿಂದ ನಮ್ಮ ಸಮುದಾಯದಲ್ಲಿ ನೀರವ ಮೌನ ಆವರಿಸಿದೆ ಎಂದರು. ಮಾನವೀಯತೆ, ನ್ಯಾಯ, ಸಮಾನತೆಯನ್ನು ಮತ್ತು ಇಸ್ರೇಲ್ ಹಾಗೂ ಅಮೆರಿಕ ದೇಶಗಳ ಅಮಾನುಷತನವನ್ನು ಖಂಡಿಸಿದರು. ಮೀರ್ ಶಾಫ್ರಾ ಅಲಿ, ಮುಖಂಡರಾದ ಮೀರ್ ಅಲಿ, ಸೈಯದ್ ಅಲಿ, ಮುಜಾಹಿರ್ ಹುಸ್ಸೇನ್ ಹಾಜರಿದ್ದರು. <box>168 186 324 245</box>
article8-body-mid: ಪಟ್ಟಣದ ಮೈಸೂರು ಮತ್ತು ಹುಣಸೂರು ರಸ್ತೆಯಲ್ಲಿರುವ ಡಾ.ಬಿ.ಆರ್.ಅಂಬೇಡ್ಕರ್ ಪ್ರತಿಮೆಯ ಬಳಿಯಿಂದ ತಾಲೂಕು ಕಚೇರಿಯವರೆಗೆ ಪ್ರತಿಭಟನಾ ರ್ಯಾಲಿ ನಡೆಸಿ ಪ್ರಧಾನ ಮಂತ್ರಿ ಮತ್ತು ಕೇಂದ್ರ ಸರ್ಕಾರದ ವಿರುದ್ಧ ಧಿಕ್ಕಾರ ಕೂಗಿದರು. ಕೆಪಿಸಿಸಿ ಸದಸ್ಯ ಸಿ.ಪಿ.ರಮೇಶ್ ಕುಮಾರ್, ನಗರ ಯೋಜನಾ ಪ್ರಾಧಿಕಾರದ ಅಧ್ಯಕ್ಷ ಮಹೇಶ್, ಕೆ.ಆರ್.ನಗರ ತಾಲೂಕು ಕಾಂಗ್ರೆಸ್ ಅಧ್ಯಕ್ಷ ಮಹದೇವ್, <box>176 1350 342 1409</box>
article3-body-right: ಕೇವಲ 1.20 ಎಕರೆ ಜಾಗವನ್ನು ಬಿಟ್ಟುಕೊಡಬೇಕೆಂದು ಕಾರ್ಮಿಕರ ಪರವಾಗಿ ಮನವಿ ಸಲ್ಲಿಸಲಾಯಿತು. ಕುರುಬೂರು ಗೌರಿ ಶಂಕರ್, ಹ್ಯಾಕನೂರು ರಾಜೇಶ್, ಕರೋಹಟ್ಟಿ ಉಮೇಶ್ ಹಾಜರಿದ್ದರು. <box>784 194 940 223</box>
tender-notice <box>533 944 941 1504</box>
tender-cell-desc: Providing necessary Protection work with drainage facilities at 2nd Monnangeri road inGalibeedu GP Madikeri Taluk <box>557 1185 808 1207</box>
main-body-col4: ವಯಸ್ಸಾಗಿದೆ. ನಾನು ಮಾಡಬೇಕಾದ ಕೆಲಸ ಇನ್ನೂ ಇದೆ. ಕ್ಷೇತ್ರದ ಜನರ ಪ್ರೀತಿ ವಿಶ್ವಾಸಕ್ಕೆ ಚಿರಋಣಿ. ಟಿ.ಡಿ.ಶಂಕರ್, ಬಿ.ಗುರುಸ್ವಾಮಿ, ಲೋಕೇಶ್, ಪುಟ್ಟಸ್ವಾಮಿ, ಮಹದೇವಪ್ಪ, ನಾಗರಾಜು, ಕೃಷ್ಣ, ಶಿವಣ್ಣ ಸೇರಿದಂತೆ ಹಲವರು ಹಾಜರಿದ್ದರು. <box>518 740 754 769</box>
article8-body-left: ಮಹಾತ್ಮ ಗಾಂಧಿ ಗ್ರಾಮೀಣ ಉದ್ಯೋಗ ಖಾತರಿ ಯೋಜನೆಯ ಗ್ರಾಮೀಣ ಪ್ರದೇಶದ ಜನರಿಗೆ ವರದಾನವಾಗಿದೆ. ಕೇಂದ್ರ ಬಿಜೆಪಿ ಸರ್ಕಾರ ಯೋಜನೆಯ ಮೂಲ ಸ್ವರೂಪ ಬದಲಾಯಿಸಲು ಹೊರಟಿದೆ ಎಂದು ಶಾಸಕ ಡಿ.ರವಿಶಂಕರ್ ಆಕ್ರೋಶ ವ್ಯಕ್ತಪಡಿಸಿದರು. ಸಾಲಿಗ್ರಾಮ ಮತ್ತು ಕೆ.ಆರ್.ನಗರ ತಾಲೂಕು ಕಾಂಗ್ರೆಸ್ ವತಿಯಿಂದ ಪಟ್ಟಣದಲ್ಲಿ ಹಮ್ಮಿಕೊಂಡಿದ್ದ ಪ್ರತಿಭಟನೆಯಲ್ಲಿ ಮಾತನಾಡಿದರು. <box>6 1285 172 1344</box>
tender-cell-amt: 80.00 <box>866 1229 934 1251</box>
bullet-triangle-icon: ▸ <box>246 585 253 594</box>
group-photo <box>414 854 514 918</box>
tender-cell-cat: GEN <box>808 1282 866 1304</box>
tender-cell-amt: 100.00 <box>866 1336 934 1358</box>
tender-cell-amt: 80.00 <box>866 1163 934 1185</box>
tender-row <box>541 1163 934 1185</box>
tender-cell-amt: 64.75 <box>866 1031 934 1053</box>
article3-headline[interactable]: ಸೂಕ್ತ ನಿರ್ಧಾರ ಕೈಗೊಳ್ಳದಿದ್ದಲ್ಲಿ ಬಂದ್ <box>620 64 850 86</box>
tender-cell-amt: 80.00 <box>866 1141 934 1163</box>
tender-cell-no: 4 <box>541 1097 557 1119</box>
row-divider <box>4 357 941 358</box>
tender-cell-cat: GEN <box>808 1163 866 1185</box>
date-block <box>78 12 138 38</box>
tender-reference: ಎಂ/ಪಂ.ರಾ.ಇಂ.ವಿ-ಮಡಿಕೇರಿ/ಟೆಂಡರ್ ಪ್ರಕಟಣೆ ಸಂಖ್ಯೆ:/21/2025-26/ <box>540 949 709 957</box>
quote-attribution: ◀ ನಾಗೇಂದ್ರ ಸ್ವಾಮಿ <box>694 694 746 703</box>
meeting-photo <box>786 98 940 190</box>
tender-row <box>541 1229 934 1251</box>
tender-cell-cat: GEN <box>808 1075 866 1097</box>
quote-mark-icon: ❛❛ <box>354 1352 371 1380</box>
tender-cell-no: 5 <box>541 1119 557 1141</box>
